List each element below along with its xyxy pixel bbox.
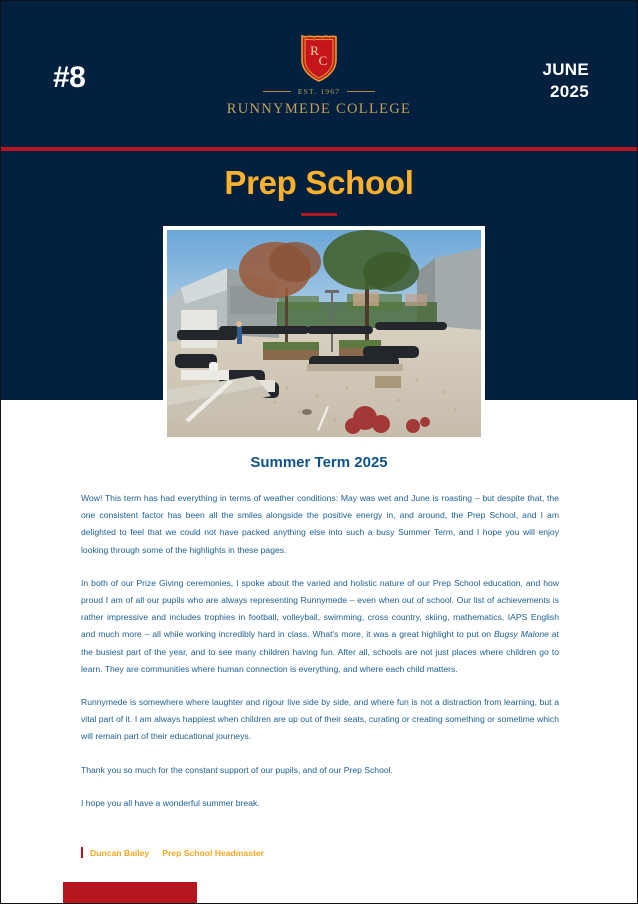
shield-crest-icon (300, 34, 338, 82)
letter-paragraph-2 (81, 575, 559, 678)
signature-role: Prep School Headmaster (162, 847, 264, 858)
established-row (263, 87, 375, 96)
headmaster-letter (81, 490, 559, 812)
signature-accent-bar (81, 847, 83, 858)
letter-paragraph-2-part-a: In both of our Prize Giving ceremonies, I spoke about the varied and holistic nature of our Prep School education, and how proud I am of all our pupils who are always representing Runnymede – even when out of school. Our list of achievements is rather impressive and includes trophies in football, volleyball, swimming, cross country, skiing, mathematics, IAPS English and much more – all while working incredibly hard in class. What's more, it was a great highlight to put on (81, 577, 559, 640)
page-title: Prep School (224, 164, 414, 201)
issue-month: JUNE (542, 60, 589, 79)
college-logo (1, 34, 637, 118)
est-rule-right (347, 91, 375, 92)
hero-photo-frame (163, 226, 485, 441)
svg-text:R: R (310, 43, 319, 58)
college-name: RUNNYMEDE COLLEGE (226, 101, 412, 117)
est-rule-left (263, 91, 291, 92)
letter-paragraph-4: Thank you so much for the constant support of our pupils, and of our Prep School. (81, 764, 393, 775)
section-subtitle: Summer Term 2025 (250, 454, 388, 471)
letter-paragraph-2-part-b: at the busiest part of the year, and to see many children having fun. After all, schools are not just places where children go to learn. They are communities where human connection is everything, and where each child matters. (81, 629, 559, 674)
signature-name: Duncan Bailey (90, 847, 150, 858)
issue-number: #8 (53, 61, 86, 94)
issue-year: 2025 (549, 82, 589, 102)
established-text: EST. 1967 (297, 87, 341, 96)
hero-photo (167, 230, 481, 437)
signature-block (81, 847, 264, 858)
letter-paragraph-3: Runnymede is somewhere where laughter and rigour live side by side, and where fun is not a distraction from learning, but a vital part of it. I am always happiest when children are up out of their seats, curating or creating something or sometime which will remain part of their educational journeys. (81, 697, 559, 742)
header-divider-rule (1, 147, 638, 151)
title-underline (301, 213, 337, 216)
production-title: Bugsy Malone (493, 629, 549, 640)
letter-paragraph-5: I hope you all have a wonderful summer break. (81, 797, 260, 808)
svg-text:C: C (318, 53, 328, 68)
footer-accent-bar (63, 882, 197, 904)
letter-paragraph-1: Wow! This term has had everything in terms of weather conditions: May was wet and June is roasting – but despite that, the one consistent factor has been all the smiles alongside the positive energy in, and around, the Prep School, and I am delighted to feel that we could not have packed anything else into such a busy Summer Term, and I hope you will enjoy looking through some of the highlights in these pages. (81, 493, 559, 555)
